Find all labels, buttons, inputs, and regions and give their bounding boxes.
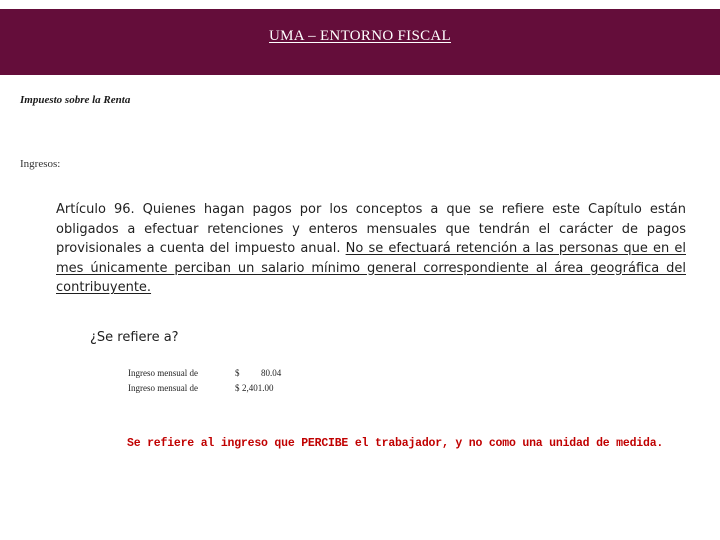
income-currency: $: [235, 383, 240, 393]
income-amount: 2,401.00: [242, 383, 274, 393]
income-currency: $: [235, 368, 240, 378]
income-label: Ingreso mensual de: [128, 368, 198, 378]
page-title: UMA – ENTORNO FISCAL: [269, 28, 451, 44]
section-title: Impuesto sobre la Renta: [20, 94, 131, 106]
income-amount: 80.04: [261, 368, 282, 378]
article-text: Artículo 96. Quienes hagan pagos por los conceptos a que se refiere este Capítulo están obligados a efectuar retenciones y enteros mensuales que tendrán el carácter de pagos provisionales a cuenta del impuesto anual.: [56, 202, 686, 256]
article-paragraph: [56, 200, 686, 298]
income-label: Ingreso mensual de: [128, 383, 198, 393]
article-emphasis: No se efectuará retención a las personas que en el mes únicamente perciban un salario mínimo general correspondiente al área geográfica del contribuyente.: [56, 241, 686, 295]
ingresos-label: Ingresos:: [20, 158, 61, 170]
answer-text: Se refiere al ingreso que PERCIBE el trabajador, y no como una unidad de medida.: [127, 437, 664, 450]
question-text: ¿Se refiere a?: [90, 330, 179, 345]
top-band: [0, 0, 720, 9]
